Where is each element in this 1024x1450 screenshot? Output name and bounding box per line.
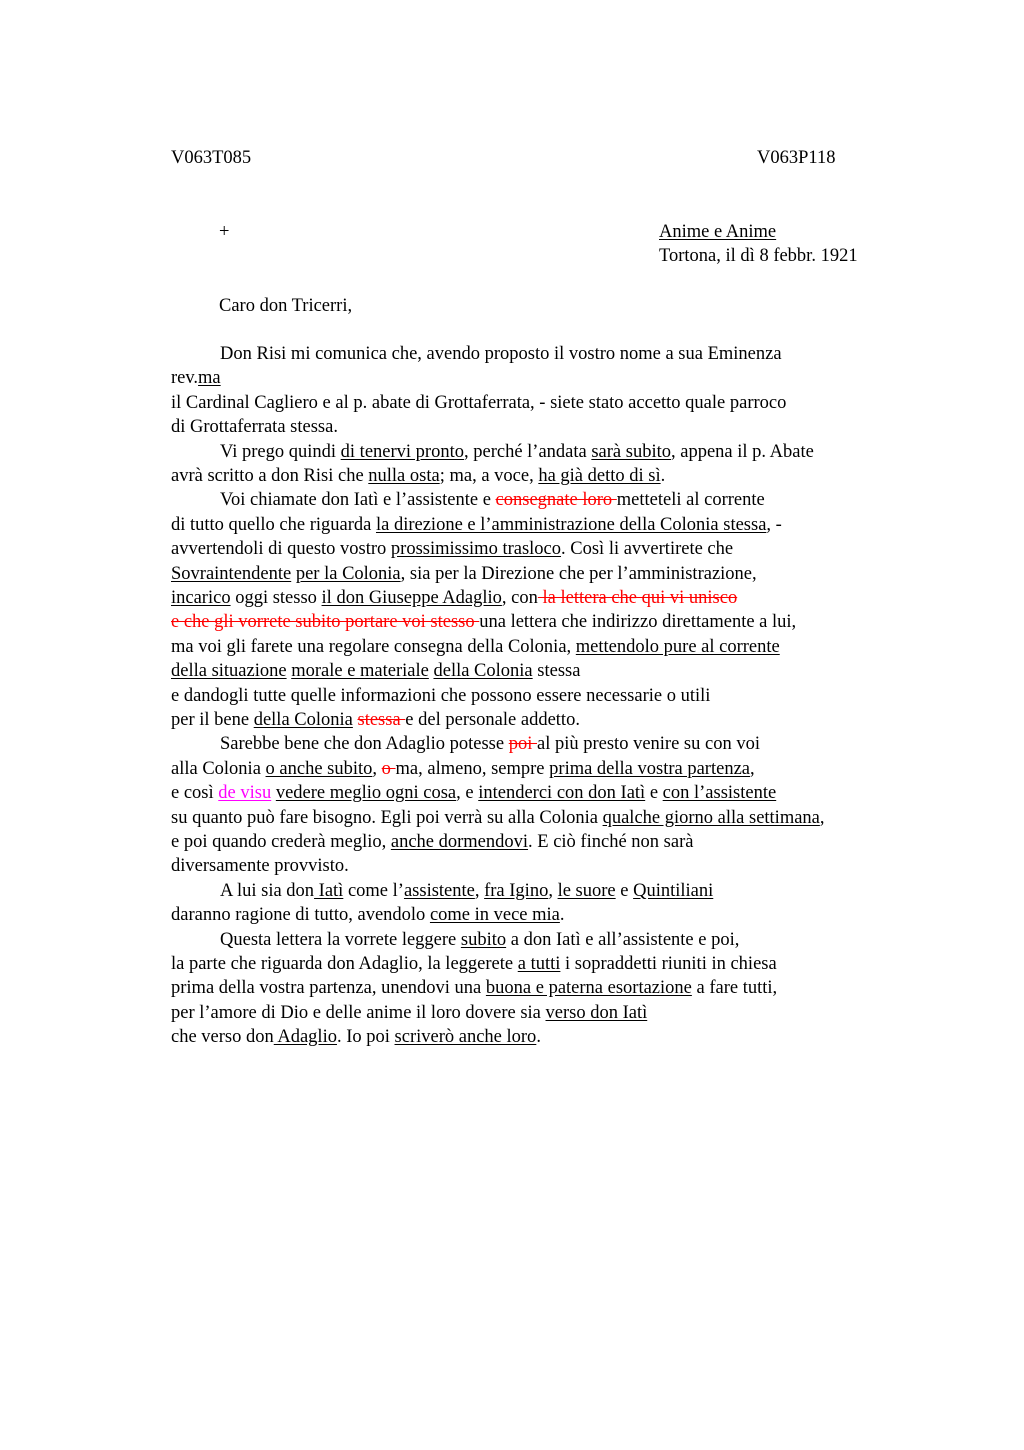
text-run: oggi stesso xyxy=(230,588,322,608)
underlined-text: ha già detto di sì xyxy=(538,466,661,486)
underlined-text: come in vece mia xyxy=(429,905,560,926)
underlined-text: il don Giuseppe Adaglio xyxy=(321,588,502,608)
underlined-text: vedere meglio ogni cosa xyxy=(275,783,457,804)
underlined-text: anche dormendovi xyxy=(390,832,529,852)
letter-line xyxy=(171,830,693,854)
text-run: , xyxy=(548,880,558,901)
letter-line xyxy=(171,708,580,732)
letter-line xyxy=(171,976,777,1000)
struck-text: poi xyxy=(508,734,537,755)
letter-line xyxy=(171,659,580,683)
letter-line xyxy=(171,806,825,830)
text-run: la parte che riguarda don Adaglio, la leggerete xyxy=(171,954,518,974)
letter-line xyxy=(171,1001,647,1025)
underlined-text: Sovraintendente xyxy=(171,563,292,584)
text-run: e poi quando crederà meglio, xyxy=(171,832,391,852)
letter-line xyxy=(171,1025,541,1049)
letter-line xyxy=(171,415,338,439)
underlined-text: mettendolo pure al corrente xyxy=(575,636,780,657)
underlined-text: a tutti xyxy=(517,954,561,974)
letter-line xyxy=(171,562,757,586)
underlined-text: buona e paterna esortazione xyxy=(485,978,692,999)
text-run: ma, almeno, sempre xyxy=(395,758,550,779)
text-run: il Cardinal Cagliero e al p. abate di Grottaferrata, - siete stato accetto quale parroco xyxy=(171,392,787,413)
text-run: A lui sia don xyxy=(220,880,315,901)
text-run: , xyxy=(750,758,755,779)
text-run: a don Iatì e all’assistente e poi, xyxy=(506,929,740,950)
struck-text: stessa xyxy=(357,710,406,730)
letter-line xyxy=(171,684,710,708)
underlined-text: la direzione e l’amministrazione della Colonia stessa xyxy=(375,514,767,535)
text-run: e xyxy=(645,783,663,804)
underlined-text: prossimissimo trasloco xyxy=(390,539,562,560)
letter-line xyxy=(220,342,782,366)
underlined-text: di tenervi pronto xyxy=(340,441,464,462)
text-run: , con xyxy=(501,588,538,608)
underlined-text: ma xyxy=(198,368,221,389)
text-run: e xyxy=(615,880,634,901)
underlined-text: incarico xyxy=(171,588,231,608)
text-run: alla Colonia xyxy=(171,758,266,779)
text-run: e così xyxy=(171,783,219,804)
underlined-text: Iatì xyxy=(314,880,344,901)
letter-line xyxy=(220,928,739,952)
letter-line xyxy=(220,879,713,903)
text-run: su quanto può fare bisogno. Egli poi verrà su alla Colonia xyxy=(171,807,603,828)
salutation: Caro don Tricerri, xyxy=(219,296,353,316)
cross-symbol: + xyxy=(219,222,230,242)
text-run: metteteli al corrente xyxy=(616,490,765,511)
underlined-text: intenderci con don Iatì xyxy=(478,783,646,804)
text-run: che verso don xyxy=(171,1027,274,1048)
struck-text: consegnate loro xyxy=(495,490,617,511)
text-run: rev. xyxy=(171,368,199,389)
underlined-text: o anche subito xyxy=(265,758,373,779)
text-run: , xyxy=(474,880,485,901)
underlined-text: le suore xyxy=(557,880,616,901)
struck-text: e che gli vorrete subito portare voi stesso xyxy=(171,612,480,633)
document-code-left: V063T085 xyxy=(171,148,252,168)
text-run: di tutto quello che riguarda xyxy=(171,514,376,535)
highlighted-text: de visu xyxy=(218,783,272,804)
letter-line xyxy=(171,952,777,976)
underlined-text: prima della vostra partenza xyxy=(549,758,750,779)
underlined-text: subito xyxy=(460,929,507,950)
letter-line xyxy=(171,391,786,415)
text-run: . Io poi xyxy=(336,1027,395,1048)
text-run: Vi prego quindi xyxy=(220,441,341,462)
motto: Anime e Anime xyxy=(659,222,777,242)
text-run: Voi chiamate don Iatì e l’assistente e xyxy=(220,490,496,511)
underlined-text: verso don Iatì xyxy=(545,1002,648,1023)
text-run: . xyxy=(660,466,666,486)
letter-line xyxy=(171,781,776,805)
underlined-text: assistente xyxy=(403,880,475,901)
text-run: e dandogli tutte quelle informazioni che possono essere necessarie o utili xyxy=(171,685,711,706)
underlined-text: fra Igino xyxy=(484,880,549,901)
text-run: , xyxy=(819,807,825,828)
letter-line xyxy=(171,513,782,537)
text-run: prima della vostra partenza, unendovi una xyxy=(171,978,486,999)
letter-line xyxy=(171,464,665,488)
letter-line xyxy=(220,732,760,756)
document-code-right: V063P118 xyxy=(757,148,836,168)
text-run: , xyxy=(372,758,382,779)
letter-line xyxy=(171,586,737,610)
text-run: , appena il p. Abate xyxy=(671,441,814,462)
struck-text: o xyxy=(381,758,396,779)
struck-text: la lettera che qui vi unisco xyxy=(537,588,738,608)
underlined-text: nulla osta xyxy=(368,466,440,486)
text-run: stessa xyxy=(532,661,581,682)
text-run: ; ma, a voce, xyxy=(439,466,539,486)
text-run: Sarebbe bene che don Adaglio potesse xyxy=(220,734,509,755)
underlined-text: della Colonia xyxy=(433,661,533,682)
text-run: . E ciò finché non sarà xyxy=(528,832,694,852)
place-date: Tortona, il dì 8 febbr. 1921 xyxy=(659,246,858,266)
text-run: , perché l’andata xyxy=(463,441,592,462)
text-run: avvertendoli di questo vostro xyxy=(171,539,391,560)
text-run: i sopraddetti riuniti in chiesa xyxy=(560,954,777,974)
underlined-text: Adaglio xyxy=(273,1027,337,1048)
text-run: . Così li avvertirete che xyxy=(561,539,734,560)
letter-line xyxy=(220,440,814,464)
text-run: Questa lettera la vorrete leggere xyxy=(220,929,461,950)
underlined-text: con l’assistente xyxy=(662,783,777,804)
text-run: e del personale addetto. xyxy=(405,710,580,730)
text-run: . xyxy=(536,1027,541,1048)
letter-line xyxy=(171,903,565,927)
underlined-text: della situazione xyxy=(171,661,287,682)
letter-line xyxy=(171,366,221,390)
text-run: diversamente provvisto. xyxy=(171,856,349,877)
text-run: a fare tutti, xyxy=(691,978,778,999)
underlined-text: morale e materiale xyxy=(291,661,429,682)
underlined-text: sarà subito xyxy=(591,441,671,462)
letter-line xyxy=(171,635,780,659)
underlined-text: qualche giorno alla settimana xyxy=(602,807,820,828)
text-run: una lettera che indirizzo direttamente a lui, xyxy=(479,612,797,633)
letter-line xyxy=(171,610,796,634)
letter-line xyxy=(171,854,349,878)
text-run: , e xyxy=(456,783,479,804)
text-run: , - xyxy=(766,514,782,535)
text-run: per il bene xyxy=(171,710,254,730)
letter-line xyxy=(171,757,755,781)
text-run: daranno ragione di tutto, avendolo xyxy=(171,905,430,926)
text-run: al più presto venire su con voi xyxy=(537,734,760,755)
text-run: . xyxy=(559,905,565,926)
text-run: di Grottaferrata stessa. xyxy=(171,417,338,438)
text-run: avrà scritto a don Risi che xyxy=(171,466,369,486)
text-run: Don Risi mi comunica che, avendo proposto il vostro nome a sua Eminenza xyxy=(220,344,782,364)
underlined-text: della Colonia xyxy=(253,710,353,730)
letter-line xyxy=(171,537,733,561)
underlined-text: scriverò anche loro xyxy=(394,1027,537,1048)
underlined-text: Quintiliani xyxy=(633,880,714,901)
text-run: come l’ xyxy=(343,880,404,901)
letter-line xyxy=(220,488,765,512)
text-run: , sia per la Direzione che per l’amministrazione, xyxy=(400,563,757,584)
text-run: per l’amore di Dio e delle anime il loro dovere sia xyxy=(171,1002,546,1023)
text-run: ma voi gli farete una regolare consegna della Colonia, xyxy=(171,636,576,657)
underlined-text: per la Colonia xyxy=(295,563,401,584)
